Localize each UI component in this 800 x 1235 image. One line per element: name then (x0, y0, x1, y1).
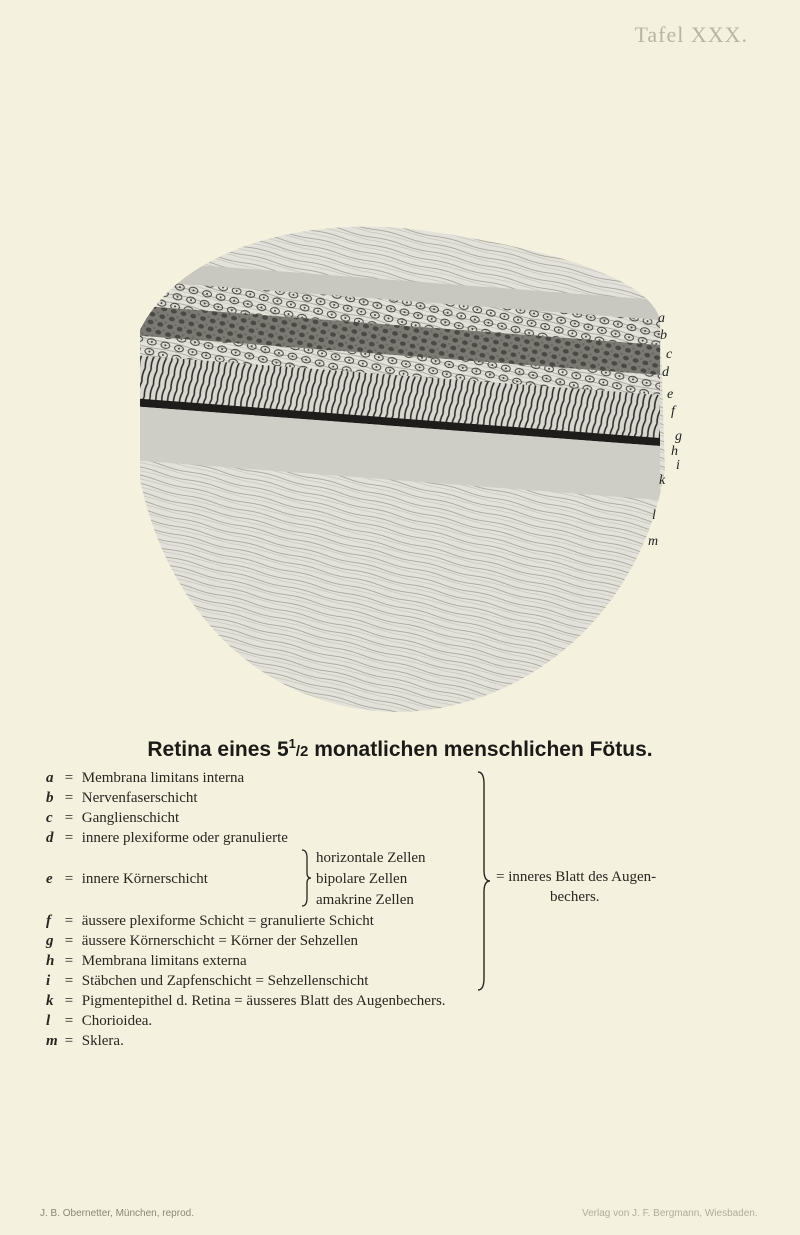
legend-key: h (46, 953, 55, 969)
legend-key: k (46, 993, 54, 1009)
legend-equals: = (64, 830, 74, 846)
legend-key: m (46, 1033, 58, 1049)
legend-text: innere plexiforme oder granulierte (81, 830, 288, 846)
legend-item-e (46, 870, 208, 888)
legend-item-h (46, 952, 247, 970)
legend-text: Chorioidea. (81, 1013, 153, 1029)
legend-item-b (46, 789, 198, 807)
legend-equals: = (64, 770, 74, 786)
legend-text: Stäbchen und Zapfenschicht = Sehzellenschicht (81, 973, 369, 989)
legend-equals: = (64, 973, 74, 989)
layer-letter-m: m (648, 534, 659, 549)
legend-text: Sklera. (81, 1033, 124, 1049)
layer-letter-e: e (667, 387, 674, 402)
sub-item-amacrine: amakrine Zellen (316, 892, 414, 908)
legend-text: Nervenfaserschicht (81, 790, 198, 806)
legend-item-f (46, 912, 374, 930)
layer-letter-a: a (658, 311, 665, 326)
footer-reproducer: J. B. Obernetter, München, reprod. (40, 1208, 194, 1219)
layer-letter-h: h (671, 444, 678, 459)
legend-key: d (46, 830, 54, 846)
legend-text: Pigmentepithel d. Retina = äusseres Blatt des Augenbechers. (81, 993, 446, 1009)
layer-letter-i: i (676, 458, 680, 473)
legend-item-c (46, 809, 179, 827)
legend-item-d (46, 829, 288, 847)
legend-text: Ganglienschicht (81, 810, 180, 826)
legend-key: e (46, 871, 53, 887)
legend-key: a (46, 770, 54, 786)
sub-item-bipolar: bipolare Zellen (316, 871, 408, 887)
group-note-line2: bechers. (550, 889, 600, 905)
legend-item-i (46, 972, 368, 990)
layer-letter-b: b (660, 328, 667, 343)
legend-key: l (46, 1013, 51, 1029)
legend-equals: = (64, 790, 74, 806)
title-prefix: Retina eines 5 (147, 738, 289, 761)
legend-equals: = (64, 953, 74, 969)
legend-text: äussere Körnerschicht = Körner der Sehzellen (81, 933, 359, 949)
legend-equals: = (64, 933, 74, 949)
legend-equals: = (64, 993, 74, 1009)
legend-key: c (46, 810, 53, 826)
plate-number: Tafel XXX. (634, 22, 748, 47)
title-fraction-numerator: 1 (288, 736, 296, 751)
layer-letter-g: g (675, 429, 682, 444)
sub-brace-icon (299, 848, 313, 908)
legend-equals: = (64, 871, 74, 887)
layer-letter-c: c (666, 347, 673, 362)
legend-item-a (46, 769, 244, 787)
legend-key: b (46, 790, 54, 806)
layer-letter-d: d (662, 365, 669, 380)
legend-text: innere Körnerschicht (81, 871, 208, 887)
legend-equals: = (64, 1013, 74, 1029)
legend-item-l (46, 1012, 152, 1030)
title-suffix: monatlichen menschlichen Fötus. (308, 738, 653, 761)
layer-letter-f: f (671, 404, 675, 419)
legend-key: g (46, 933, 54, 949)
group-note-line1: = inneres Blatt des Augen- (496, 869, 657, 885)
layer-letter-k: k (659, 473, 666, 488)
legend-text: Membrana limitans externa (81, 953, 247, 969)
legend-item-m (46, 1032, 124, 1050)
group-brace-icon (476, 770, 492, 992)
legend-equals: = (64, 913, 74, 929)
legend-item-k (46, 992, 446, 1010)
legend-text: Membrana limitans interna (81, 770, 245, 786)
legend-equals: = (64, 810, 74, 826)
legend-item-g (46, 932, 358, 950)
layer-letter-l: l (652, 508, 656, 523)
title-fraction-denominator: /2 (295, 743, 309, 760)
sub-item-horizontal: horizontale Zellen (316, 850, 426, 866)
legend-key: i (46, 973, 51, 989)
footer-publisher: Verlag von J. F. Bergmann, Wiesbaden. (582, 1208, 758, 1219)
legend-text: äussere plexiforme Schicht = granulierte Schicht (81, 913, 374, 929)
legend-equals: = (64, 1033, 74, 1049)
legend-key: f (46, 913, 51, 929)
